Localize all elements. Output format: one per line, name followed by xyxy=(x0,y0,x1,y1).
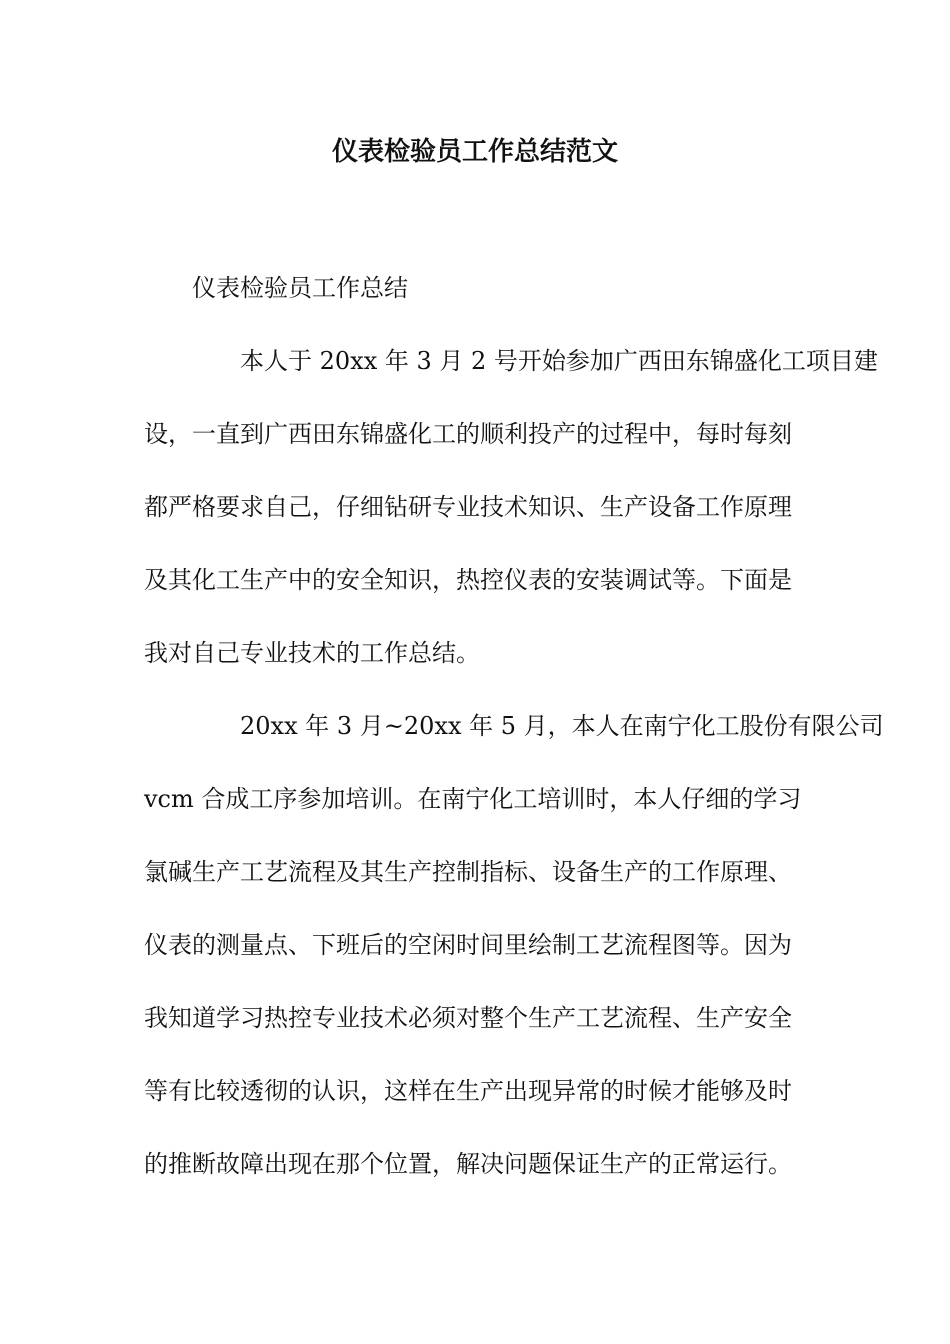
text-line: 仪表的测量点、下班后的空闲时间里绘制工艺流程图等。因为 xyxy=(144,931,792,959)
text-line: 氯碱生产工艺流程及其生产控制指标、设备生产的工作原理、 xyxy=(144,858,792,886)
text-line: 我知道学习热控专业技术必须对整个生产工艺流程、生产安全 xyxy=(144,1004,792,1032)
paragraph-subtitle xyxy=(144,252,806,325)
text-line: 的推断故障出现在那个位置，解决问题保证生产的正常运行。 xyxy=(144,1150,792,1178)
text-line: 我对自己专业技术的工作总结。 xyxy=(144,639,480,667)
paragraph-intro xyxy=(144,325,878,690)
text-line: 仪表检验员工作总结 xyxy=(192,274,408,302)
text-line: 本人于 20xx 年 3 月 2 号开始参加广西田东锦盛化工项目建 xyxy=(240,347,878,375)
text-line: vcm 合成工序参加培训。在南宁化工培训时，本人仔细的学习 xyxy=(144,785,802,813)
text-line: 及其化工生产中的安全知识，热控仪表的安装调试等。下面是 xyxy=(144,566,792,594)
document-title: 仪表检验员工作总结范文 xyxy=(331,137,618,167)
document-body xyxy=(144,252,884,1201)
text-line: 20xx 年 3 月~20xx 年 5 月，本人在南宁化工股份有限公司 xyxy=(240,712,884,740)
text-line: 等有比较透彻的认识，这样在生产出现异常的时候才能够及时 xyxy=(144,1077,792,1105)
text-line: 都严格要求自己，仔细钻研专业技术知识、生产设备工作原理 xyxy=(144,493,792,521)
text-line: 设，一直到广西田东锦盛化工的顺利投产的过程中，每时每刻 xyxy=(144,420,792,448)
paragraph-training xyxy=(144,690,884,1201)
